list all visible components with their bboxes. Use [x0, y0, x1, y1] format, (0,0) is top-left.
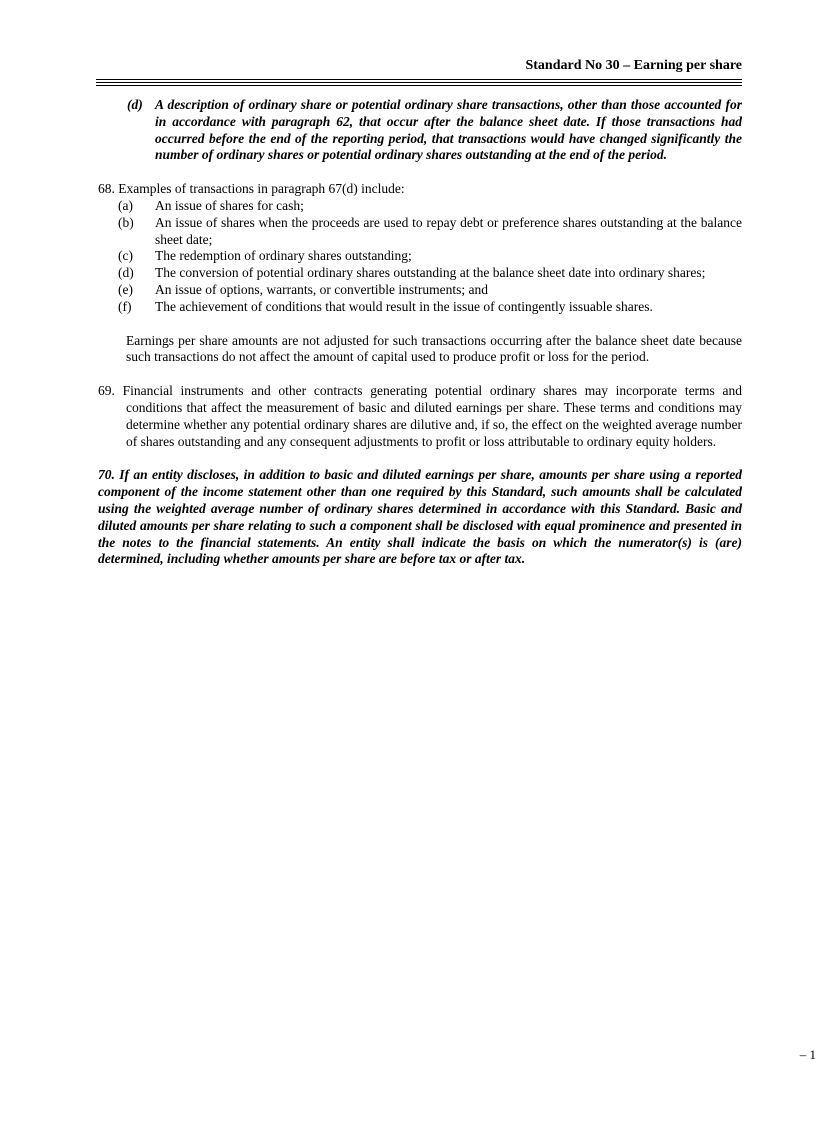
header-rule-top: [96, 79, 742, 80]
paragraph-text: Financial instruments and other contracts generating potential ordinary shares may incorporate terms and conditions that affect the measurement of basic and diluted earnings per share. These terms and conditions may determine whether any potential ordinary shares are dilutive and, if so, the effect on the weighted average number of shares outstanding and any consequent adjustments to profit or loss attributable to ordinary equity holders.: [122, 383, 742, 449]
running-header: Standard No 30 – Earning per share: [525, 58, 742, 73]
item-marker: (d): [127, 97, 143, 112]
paragraph-68: [98, 181, 742, 366]
list-item-text: The conversion of potential ordinary shares outstanding at the balance sheet date into ordinary shares;: [155, 265, 706, 281]
list-item-text: An issue of shares for cash;: [155, 197, 304, 213]
paragraph-69: [98, 383, 742, 450]
paragraph-number: 69.: [98, 383, 115, 399]
list-marker: (e): [118, 281, 133, 297]
list-item-text: An issue of shares when the proceeds are used to repay debt or preference shares outstanding at the balance sheet date;: [155, 214, 742, 247]
list-item: [98, 265, 742, 282]
list-marker: (c): [118, 248, 133, 264]
page-number: – 1: [799, 1047, 816, 1062]
list-marker: (d): [118, 265, 134, 281]
paragraph-text: If an entity discloses, in addition to basic and diluted earnings per share, amounts per share using a reported component of the income statement other than one required by this Standard, such amounts shall be calculated using the weighted average number of ordinary shares determined in accordance with this Standard. Basic and diluted amounts per share relating to such a component shall be disclosed with equal prominence and presented in the notes to the financial statements. An entity shall indicate the basis on which the numerator(s) is (are) determined, including whether amounts per share are before tax or after tax.: [98, 467, 742, 567]
list-item-text: The achievement of conditions that would result in the issue of contingently issuable shares.: [155, 298, 653, 314]
paragraph-number: 70.: [98, 467, 115, 483]
list-item: [98, 282, 742, 299]
list-item: [98, 215, 742, 249]
list-item: [98, 299, 742, 316]
list-item: [98, 198, 742, 215]
paragraph-70: [98, 467, 742, 568]
list-marker: (f): [118, 298, 132, 314]
disclosure-item-d: [98, 97, 742, 164]
list-marker: (b): [118, 214, 134, 230]
header-rule-bottom: [96, 85, 742, 86]
paragraph-number: 68.: [98, 181, 115, 197]
list-item-text: The redemption of ordinary shares outstanding;: [155, 248, 412, 264]
item-text: A description of ordinary share or potential ordinary share transactions, other than those accounted for in accordance with paragraph 62, that occur after the balance sheet date. If those transactions had occurred before the end of the reporting period, that transactions would have changed significantly the number of ordinary shares or potential ordinary shares outstanding at the end of the period.: [155, 97, 742, 163]
paragraph-68-followup: Earnings per share amounts are not adjusted for such transactions occurring after the balance sheet date because such transactions do not affect the amount of capital used to produce profit or loss for the period.: [126, 332, 742, 365]
list-item: [98, 248, 742, 265]
transaction-examples-list: [98, 198, 742, 316]
paragraph-intro-text: Examples of transactions in paragraph 67(d) include:: [118, 181, 405, 197]
paragraph-68-intro: [98, 181, 742, 198]
list-marker: (a): [118, 197, 133, 213]
header-rule-middle: [96, 82, 742, 83]
document-body: [98, 97, 742, 568]
list-item-text: An issue of options, warrants, or convertible instruments; and: [155, 281, 488, 297]
